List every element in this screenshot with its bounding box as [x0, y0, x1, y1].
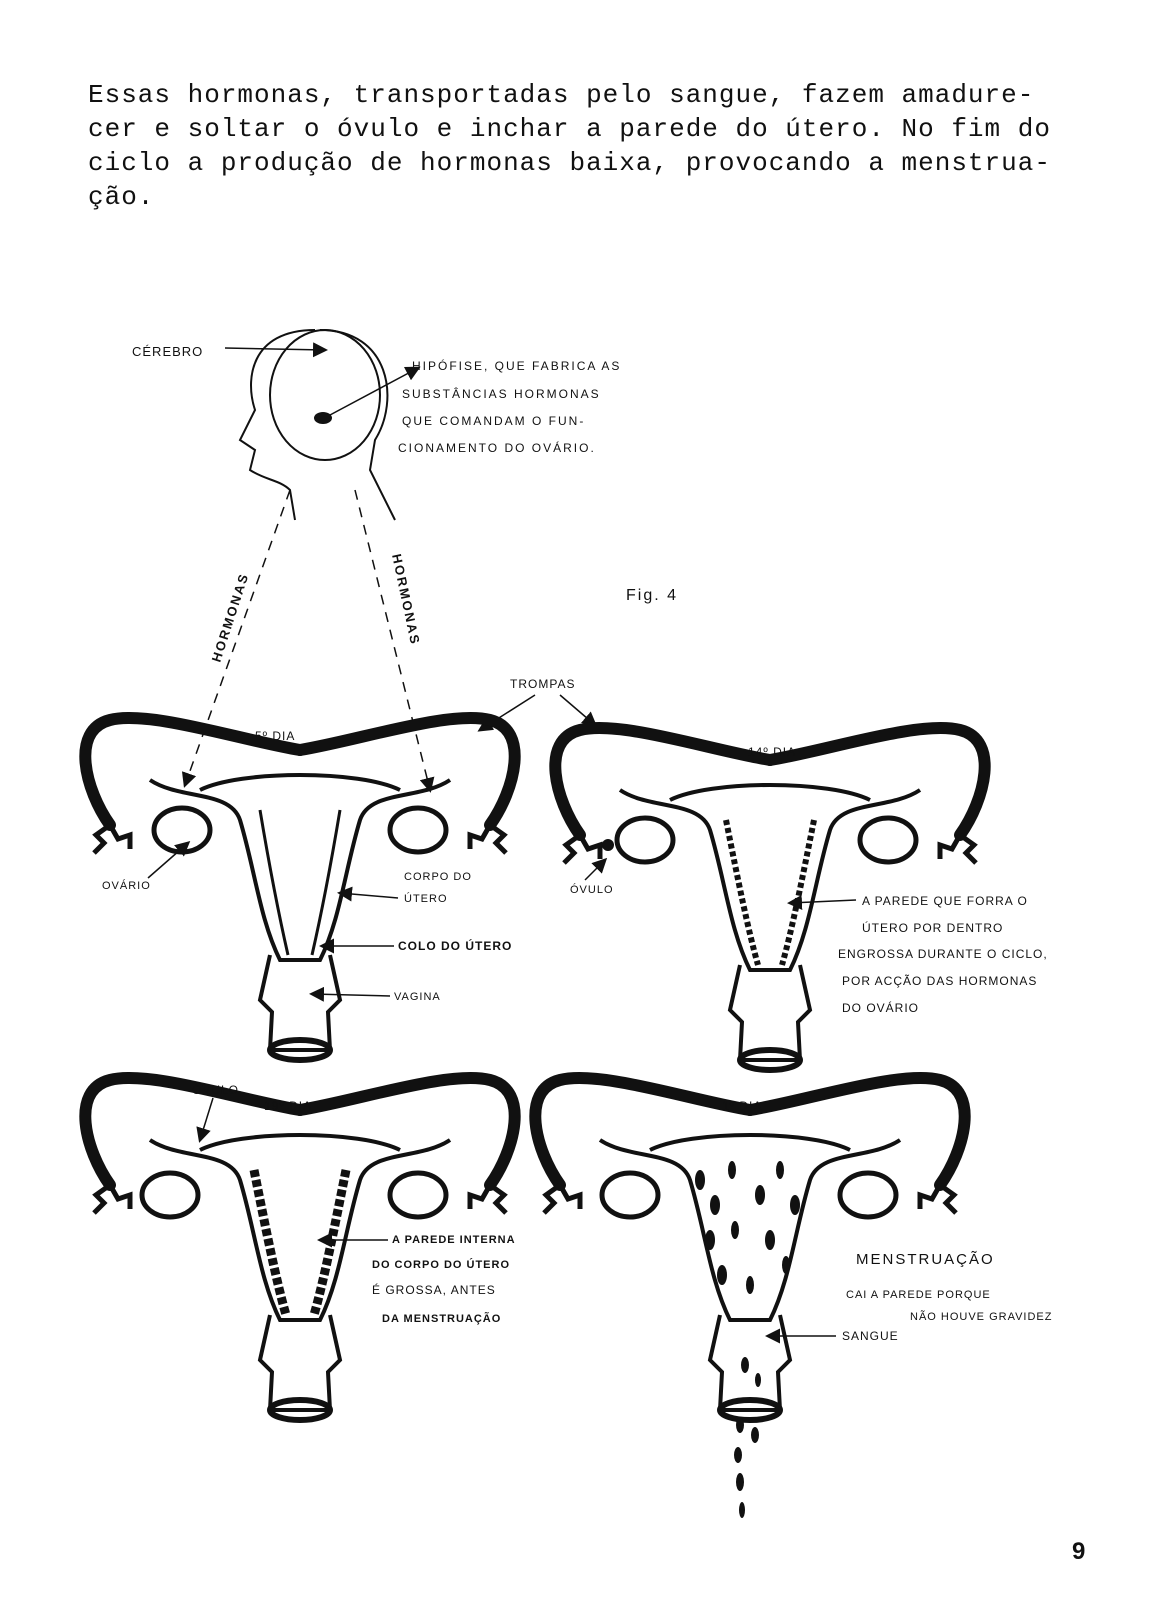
note-line: NÃO HOUVE GRAVIDEZ — [910, 1311, 1053, 1323]
uterus-day-19 — [85, 1078, 514, 1420]
hipofise-label: CIONAMENTO DO OVÁRIO. — [398, 441, 596, 455]
page-number: 9 — [1072, 1538, 1086, 1565]
note-line: A PAREDE QUE FORRA O — [862, 894, 1028, 908]
ovulo-label: ÓVULO — [570, 884, 614, 896]
hormonas-left-label: HORMONAS — [208, 570, 252, 664]
hipofise-label: QUE COMANDAM O FUN- — [402, 414, 586, 428]
colo-label: COLO DO ÚTERO — [398, 939, 513, 953]
hipofise-label: HIPÓFISE, QUE FABRICA AS — [412, 359, 622, 373]
paragraph-line: ciclo a produção de hormonas baixa, provocando a menstrua- — [88, 148, 1051, 178]
paragraph-line: ção. — [88, 182, 155, 212]
paragraph-line: Essas hormonas, transportadas pelo sangue, fazem amadure- — [88, 80, 1035, 110]
ovulo-label: ÓVULO — [192, 1083, 240, 1097]
cerebro-label: CÉREBRO — [132, 344, 204, 359]
note-line: DA MENSTRUAÇÃO — [382, 1313, 502, 1325]
hipofise-label: SUBSTÂNCIAS HORMONAS — [402, 387, 601, 401]
note-line: A PAREDE INTERNA — [392, 1234, 516, 1246]
note-line: ENGROSSA DURANTE O CICLO, — [838, 947, 1048, 961]
note-line: CAI A PAREDE PORQUE — [846, 1289, 991, 1301]
sangue-label: SANGUE — [842, 1329, 899, 1343]
day-label: 5º DIA — [255, 729, 296, 743]
menstruacao-title: MENSTRUAÇÃO — [856, 1251, 995, 1268]
vagina-label: VAGINA — [394, 991, 441, 1003]
note-line: DO OVÁRIO — [842, 1001, 920, 1015]
day-label: 1º DIA — [722, 1099, 763, 1113]
corpo-label: ÚTERO — [404, 893, 448, 905]
day-label: 19º DIA — [264, 1099, 313, 1113]
day-label: 14º DIA — [748, 745, 797, 759]
note-line: É GROSSA, ANTES — [372, 1283, 496, 1297]
trompas-label: TROMPAS — [510, 677, 576, 691]
paragraph-line: cer e soltar o óvulo e inchar a parede do útero. No fim do — [88, 114, 1051, 144]
note-line: POR ACÇÃO DAS HORMONAS — [842, 974, 1038, 988]
ovario-label: OVÁRIO — [102, 880, 151, 892]
corpo-label: CORPO DO — [404, 871, 472, 883]
figure-label: Fig. 4 — [626, 587, 679, 604]
hormonas-right-label: HORMONAS — [389, 552, 424, 647]
note-line: ÚTERO POR DENTRO — [862, 921, 1004, 935]
note-line: DO CORPO DO ÚTERO — [372, 1259, 511, 1271]
